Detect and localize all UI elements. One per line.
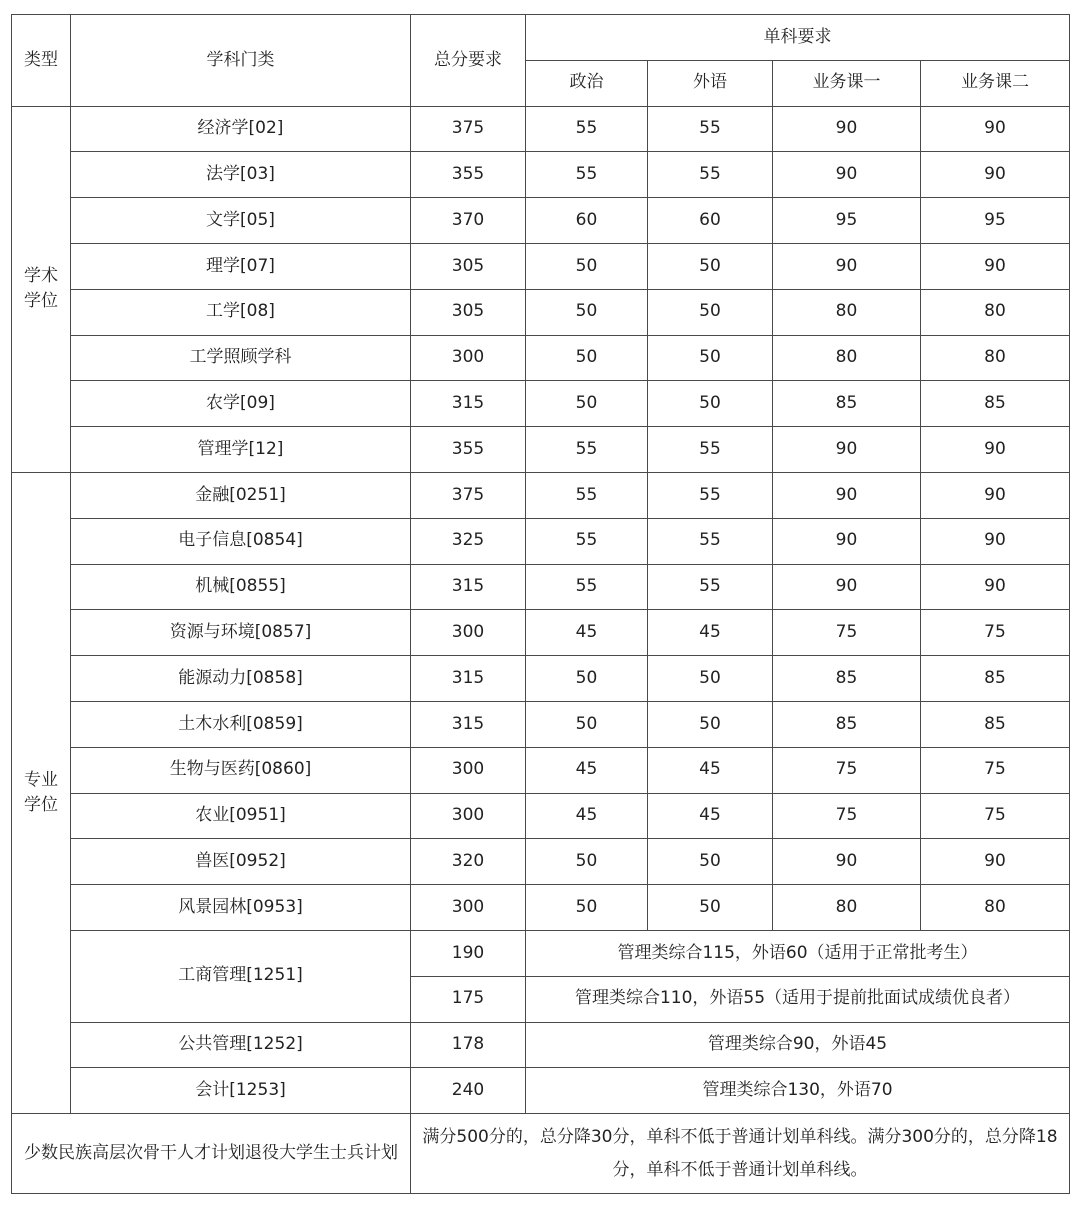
header-course2: 业务课二 (921, 60, 1070, 106)
discipline-cell: 土木水利[0859] (71, 701, 411, 747)
single-requirement-note: 管理类综合130，外语70 (526, 1068, 1070, 1114)
politics-score-cell: 50 (526, 885, 648, 931)
politics-score-cell: 60 (526, 198, 648, 244)
politics-score-cell: 45 (526, 610, 648, 656)
header-politics: 政治 (526, 60, 648, 106)
table-row (12, 518, 1070, 564)
discipline-cell: 风景园林[0953] (71, 885, 411, 931)
discipline-cell: 经济学[02] (71, 106, 411, 152)
politics-score-cell: 55 (526, 472, 648, 518)
header-type: 类型 (12, 15, 71, 107)
course2-score-cell: 90 (921, 839, 1070, 885)
course2-score-cell: 75 (921, 610, 1070, 656)
header-single: 单科要求 (526, 15, 1070, 61)
course1-score-cell: 85 (773, 381, 921, 427)
discipline-cell: 工学照顾学科 (71, 335, 411, 381)
foreign-score-cell: 55 (648, 518, 773, 564)
course1-score-cell: 90 (773, 106, 921, 152)
discipline-cell: 理学[07] (71, 243, 411, 289)
discipline-cell: 工学[08] (71, 289, 411, 335)
course2-score-cell: 85 (921, 381, 1070, 427)
discipline-cell: 生物与医药[0860] (71, 747, 411, 793)
table-row (12, 1022, 1070, 1068)
foreign-score-cell: 55 (648, 427, 773, 473)
discipline-cell: 电子信息[0854] (71, 518, 411, 564)
course2-score-cell: 95 (921, 198, 1070, 244)
course1-score-cell: 80 (773, 289, 921, 335)
table-row (12, 930, 1070, 976)
total-score-cell: 190 (411, 930, 526, 976)
table-row (12, 839, 1070, 885)
politics-score-cell: 55 (526, 564, 648, 610)
total-score-cell: 370 (411, 198, 526, 244)
politics-score-cell: 50 (526, 243, 648, 289)
course1-score-cell: 90 (773, 427, 921, 473)
course1-score-cell: 90 (773, 518, 921, 564)
header-foreign: 外语 (648, 60, 773, 106)
total-score-cell: 178 (411, 1022, 526, 1068)
discipline-cell: 能源动力[0858] (71, 656, 411, 702)
course2-score-cell: 90 (921, 152, 1070, 198)
total-score-cell: 240 (411, 1068, 526, 1114)
header-total: 总分要求 (411, 15, 526, 107)
course2-score-cell: 80 (921, 335, 1070, 381)
course1-score-cell: 75 (773, 610, 921, 656)
course2-score-cell: 90 (921, 518, 1070, 564)
discipline-cell: 法学[03] (71, 152, 411, 198)
table-row (12, 747, 1070, 793)
header-course1: 业务课一 (773, 60, 921, 106)
discipline-cell: 工商管理[1251] (71, 930, 411, 1022)
total-score-cell: 355 (411, 427, 526, 473)
course1-score-cell: 80 (773, 335, 921, 381)
table-row (12, 381, 1070, 427)
table-row (12, 427, 1070, 473)
course1-score-cell: 80 (773, 885, 921, 931)
foreign-score-cell: 60 (648, 198, 773, 244)
politics-score-cell: 55 (526, 518, 648, 564)
foreign-score-cell: 45 (648, 747, 773, 793)
course2-score-cell: 90 (921, 243, 1070, 289)
footer-row (12, 1114, 1070, 1194)
table-row (12, 564, 1070, 610)
foreign-score-cell: 45 (648, 793, 773, 839)
discipline-cell: 农业[0951] (71, 793, 411, 839)
degree-type-cell: 学术 学位 (12, 106, 71, 472)
discipline-cell: 文学[05] (71, 198, 411, 244)
course1-score-cell: 90 (773, 243, 921, 289)
foreign-score-cell: 55 (648, 152, 773, 198)
table-row (12, 289, 1070, 335)
discipline-cell: 农学[09] (71, 381, 411, 427)
total-score-cell: 375 (411, 472, 526, 518)
course2-score-cell: 75 (921, 747, 1070, 793)
discipline-cell: 公共管理[1252] (71, 1022, 411, 1068)
total-score-cell: 300 (411, 610, 526, 656)
course1-score-cell: 90 (773, 152, 921, 198)
table-row (12, 656, 1070, 702)
foreign-score-cell: 50 (648, 289, 773, 335)
course2-score-cell: 75 (921, 793, 1070, 839)
table-row (12, 885, 1070, 931)
table-row (12, 472, 1070, 518)
special-plan-label: 少数民族高层次骨干人才计划退役大学生士兵计划 (12, 1114, 411, 1194)
total-score-cell: 315 (411, 701, 526, 747)
single-requirement-note: 管理类综合90，外语45 (526, 1022, 1070, 1068)
single-requirement-note: 管理类综合110，外语55（适用于提前批面试成绩优良者） (526, 976, 1070, 1022)
course1-score-cell: 90 (773, 839, 921, 885)
table-row (12, 1068, 1070, 1114)
politics-score-cell: 50 (526, 839, 648, 885)
table-row (12, 701, 1070, 747)
total-score-cell: 320 (411, 839, 526, 885)
course2-score-cell: 90 (921, 472, 1070, 518)
course2-score-cell: 90 (921, 106, 1070, 152)
politics-score-cell: 45 (526, 747, 648, 793)
foreign-score-cell: 50 (648, 243, 773, 289)
foreign-score-cell: 55 (648, 106, 773, 152)
discipline-cell: 金融[0251] (71, 472, 411, 518)
course1-score-cell: 75 (773, 793, 921, 839)
table-row (12, 198, 1070, 244)
course2-score-cell: 85 (921, 656, 1070, 702)
foreign-score-cell: 45 (648, 610, 773, 656)
foreign-score-cell: 50 (648, 885, 773, 931)
foreign-score-cell: 50 (648, 656, 773, 702)
total-score-cell: 300 (411, 335, 526, 381)
total-score-cell: 355 (411, 152, 526, 198)
course2-score-cell: 90 (921, 427, 1070, 473)
total-score-cell: 315 (411, 656, 526, 702)
discipline-cell: 会计[1253] (71, 1068, 411, 1114)
header-discipline: 学科门类 (71, 15, 411, 107)
course1-score-cell: 95 (773, 198, 921, 244)
foreign-score-cell: 50 (648, 335, 773, 381)
total-score-cell: 315 (411, 564, 526, 610)
table-row (12, 335, 1070, 381)
politics-score-cell: 55 (526, 427, 648, 473)
course2-score-cell: 80 (921, 289, 1070, 335)
total-score-cell: 305 (411, 289, 526, 335)
foreign-score-cell: 50 (648, 839, 773, 885)
total-score-cell: 325 (411, 518, 526, 564)
total-score-cell: 300 (411, 885, 526, 931)
foreign-score-cell: 50 (648, 381, 773, 427)
total-score-cell: 300 (411, 793, 526, 839)
total-score-cell: 375 (411, 106, 526, 152)
course1-score-cell: 85 (773, 701, 921, 747)
politics-score-cell: 55 (526, 106, 648, 152)
total-score-cell: 300 (411, 747, 526, 793)
discipline-cell: 管理学[12] (71, 427, 411, 473)
course2-score-cell: 80 (921, 885, 1070, 931)
course1-score-cell: 75 (773, 747, 921, 793)
politics-score-cell: 50 (526, 289, 648, 335)
single-requirement-note: 管理类综合115，外语60（适用于正常批考生） (526, 930, 1070, 976)
table-row (12, 106, 1070, 152)
header-row-1 (12, 15, 1070, 61)
politics-score-cell: 45 (526, 793, 648, 839)
total-score-cell: 305 (411, 243, 526, 289)
total-score-cell: 315 (411, 381, 526, 427)
politics-score-cell: 50 (526, 381, 648, 427)
course1-score-cell: 90 (773, 472, 921, 518)
course1-score-cell: 90 (773, 564, 921, 610)
discipline-cell: 兽医[0952] (71, 839, 411, 885)
discipline-cell: 资源与环境[0857] (71, 610, 411, 656)
total-score-cell: 175 (411, 976, 526, 1022)
politics-score-cell: 50 (526, 656, 648, 702)
discipline-cell: 机械[0855] (71, 564, 411, 610)
politics-score-cell: 55 (526, 152, 648, 198)
course2-score-cell: 85 (921, 701, 1070, 747)
politics-score-cell: 50 (526, 335, 648, 381)
special-plan-note: 满分500分的，总分降30分，单科不低于普通计划单科线。满分300分的，总分降18分，单科不低于普通计划单科线。 (411, 1114, 1070, 1194)
foreign-score-cell: 55 (648, 472, 773, 518)
degree-type-cell: 专业 学位 (12, 472, 71, 1113)
course1-score-cell: 85 (773, 656, 921, 702)
table-row (12, 243, 1070, 289)
foreign-score-cell: 50 (648, 701, 773, 747)
course2-score-cell: 90 (921, 564, 1070, 610)
table-row (12, 152, 1070, 198)
table-row (12, 610, 1070, 656)
table-row (12, 793, 1070, 839)
score-requirements-table (11, 14, 1070, 1194)
foreign-score-cell: 55 (648, 564, 773, 610)
politics-score-cell: 50 (526, 701, 648, 747)
